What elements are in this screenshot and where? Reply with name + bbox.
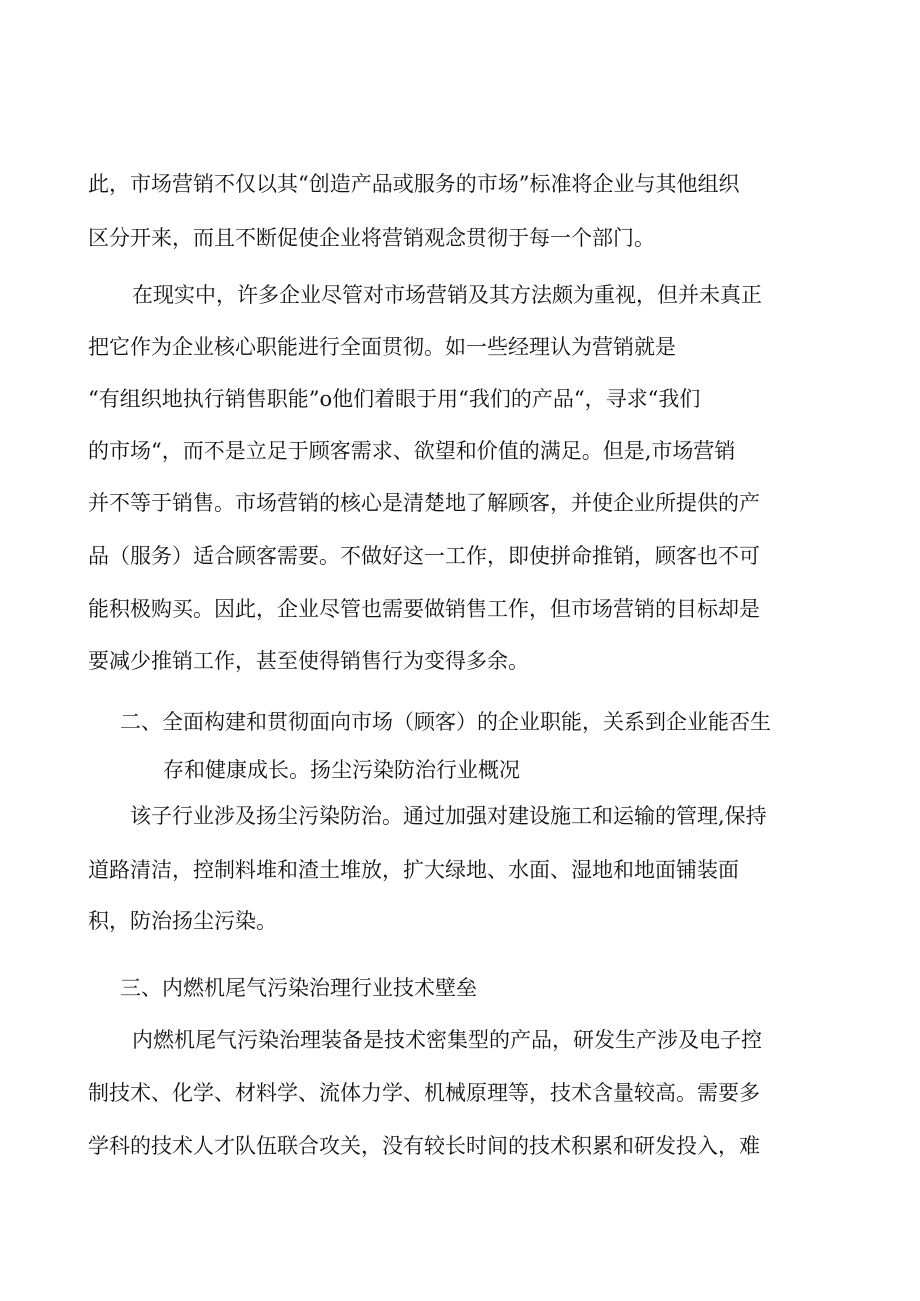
paragraph-line-13: 积，防治扬尘污染。 <box>88 909 277 933</box>
paragraph-line-3: 在现实中，许多企业尽管对市场营销及其方法颇为重视，但并未真正 <box>132 283 762 307</box>
section-heading-2-line-1: 二、全面构建和贯彻面向市场（顾客）的企业职能，关系到企业能否生 <box>120 710 771 734</box>
paragraph-line-2: 区分开来，而且不断促使企业将营销观念贯彻于每一个部门。 <box>88 226 655 250</box>
paragraph-line-1: 此，市场营销不仅以其“创造产品或服务的市场”标准将企业与其他组织 <box>88 172 740 196</box>
paragraph-line-7: 并不等于销售。市场营销的核心是清楚地了解顾客，并使企业所提供的产 <box>88 491 760 515</box>
paragraph-line-14: 内燃机尾气污染治理装备是技术密集型的产品，研发生产涉及电子控 <box>132 1028 762 1052</box>
paragraph-line-10: 要减少推销工作，甚至使得销售行为变得多余。 <box>88 649 529 673</box>
section-heading-2-line-2: 存和健康成长。扬尘污染防治行业概况 <box>163 758 520 782</box>
paragraph-line-8: 品（服务）适合顾客需要。不做好这一工作，即使拼命推销，顾客也不可 <box>88 544 760 568</box>
paragraph-line-5: “有组织地执行销售职能”o他们着眼于用“我们的产品“，寻求“我们 <box>88 387 701 411</box>
paragraph-line-4: 把它作为企业核心职能进行全面贯彻。如一些经理认为营销就是 <box>88 335 676 359</box>
section-heading-3: 三、内燃机尾气污染治理行业技术壁垒 <box>120 976 477 1000</box>
paragraph-line-9: 能积极购买。因此，企业尽管也需要做销售工作，但市场营销的目标却是 <box>88 597 760 621</box>
paragraph-line-6: 的市场“，而不是立足于顾客需求、欲望和价值的满足。但是,市场营销 <box>88 439 736 463</box>
paragraph-line-12: 道路清洁，控制料堆和渣土堆放，扩大绿地、水面、湿地和地面铺装面 <box>88 858 739 882</box>
paragraph-line-16: 学科的技术人才队伍联合攻关，没有较长时间的技术积累和研发投入，难 <box>88 1134 760 1158</box>
paragraph-line-15: 制技术、化学、材料学、流体力学、机械原理等，技术含量较高。需要多 <box>88 1081 760 1105</box>
paragraph-line-11: 该子行业涉及扬尘污染防治。通过加强对建设施工和运输的管理,保持 <box>130 804 767 828</box>
